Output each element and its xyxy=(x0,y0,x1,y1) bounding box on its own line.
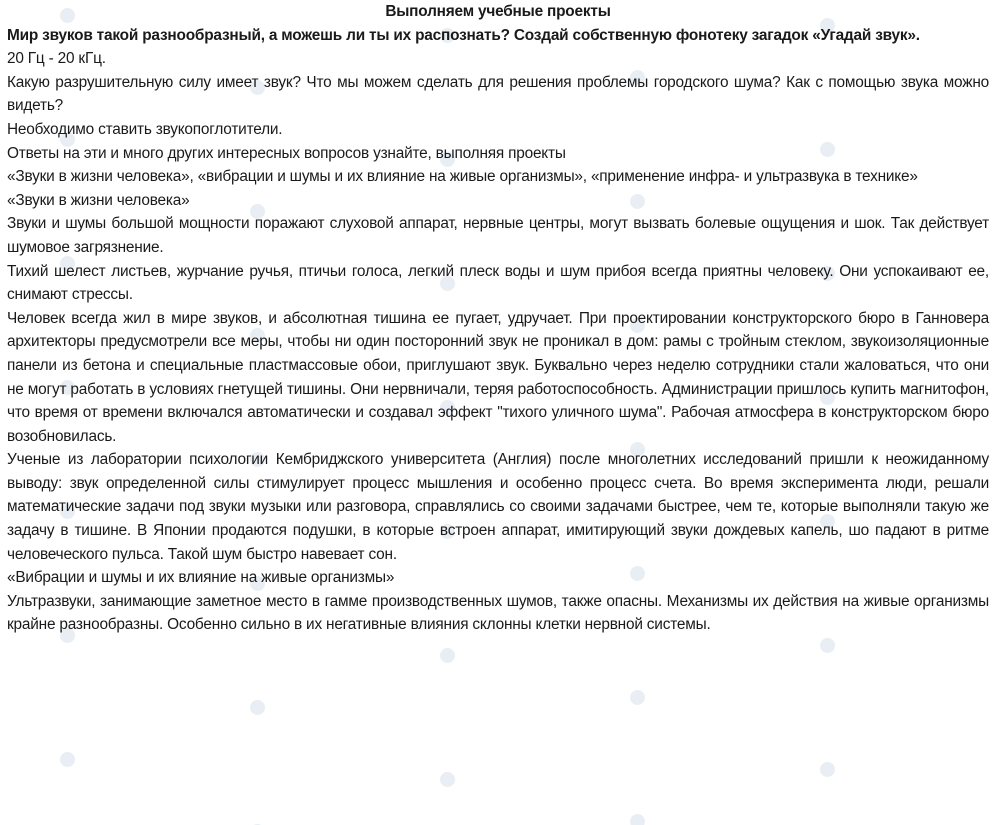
paragraph: Ответы на эти и много других интересных вопросов узнайте, выполняя проекты xyxy=(7,144,566,162)
watermark-logo-icon xyxy=(60,752,75,767)
section-heading: «Вибрации и шумы и их влияние на живые организмы» xyxy=(7,569,395,587)
watermark-logo-icon xyxy=(820,762,835,777)
watermark-logo-icon xyxy=(440,648,455,663)
paragraph: Какую разрушительную силу имеет звук? Что мы можем сделать для решения проблемы городского шума? Как с помощью звука можно видеть? xyxy=(7,73,989,115)
paragraph: Человек всегда жил в мире звуков, и абсолютная тишина ее пугает, удручает. При проектировании конструкторского бюро в Ганновера архитекторы предусмотрели все меры, чтобы ни один посторонний звук не проникал в дом: рамы с тройным стеклом, звукоизоляционные панели из бетона и специальные пластмассовые обои, приглушают звук. Буквально через неделю сотрудники стали жаловаться, что они не могут работать в условиях гнетущей тишины. Они нервничали, теряя работоспособность. Администрации пришлось купить магнитофон, что время от времени включался автоматически и создавал эффект "тихого уличного шума". Рабочая атмосфера в конструкторском бюро возобновилась. xyxy=(7,309,989,445)
paragraph: «Звуки в жизни человека», «вибрации и шумы и их влияние на живые организмы», «применение инфра- и ультразвука в технике» xyxy=(7,168,918,186)
paragraph: Необходимо ставить звукопоглотители. xyxy=(7,120,283,138)
paragraph: Ультразвуки, занимающие заметное место в гамме производственных шумов, также опасны. Механизмы их действия на живые организмы крайне разнообразны. Особенно сильно в их негативные влияния склонны клетки нервной системы. xyxy=(7,592,989,634)
watermark-logo-icon xyxy=(440,772,455,787)
paragraph: 20 Гц - 20 кГц. xyxy=(7,50,106,68)
watermark-logo-icon xyxy=(630,814,645,825)
lead-paragraph: Мир звуков такой разнообразный, а можешь ли ты их распознать? Создай собственную фонотеку загадок «Угадай звук». xyxy=(7,26,920,44)
watermark-logo-icon xyxy=(820,638,835,653)
paragraph: Тихий шелест листьев, журчание ручья, птичьи голоса, легкий плеск воды и шум прибоя всегда приятны человеку. Они успокаивают ее, снимают стрессы. xyxy=(7,262,989,304)
page-title: Выполняем учебные проекты xyxy=(385,3,611,20)
section-heading: «Звуки в жизни человека» xyxy=(7,191,190,209)
watermark-logo-icon xyxy=(250,700,265,715)
watermark-logo-icon xyxy=(630,690,645,705)
paragraph: Ученые из лаборатории психологии Кембриджского университета (Англия) после многолетних исследований пришли к неожиданному выводу: звук определенной силы стимулирует процесс мышления и особенно процесс счета. Во время эксперимента люди, решали математические задачи под звуки музыки или разговора, справлялись со своими задачами быстрее, чем те, которые выполняли такую же задачу в тишине. В Японии продаются подушки, в которые встроен аппарат, имитирующий звуки дождевых капель, шо падают в ритме человеческого пульса. Такой шум быстро навевает сон. xyxy=(7,451,989,563)
paragraph: Звуки и шумы большой мощности поражают слуховой аппарат, нервные центры, могут вызвать болевые ощущения и шок. Так действует шумовое загрязнение. xyxy=(7,215,989,256)
